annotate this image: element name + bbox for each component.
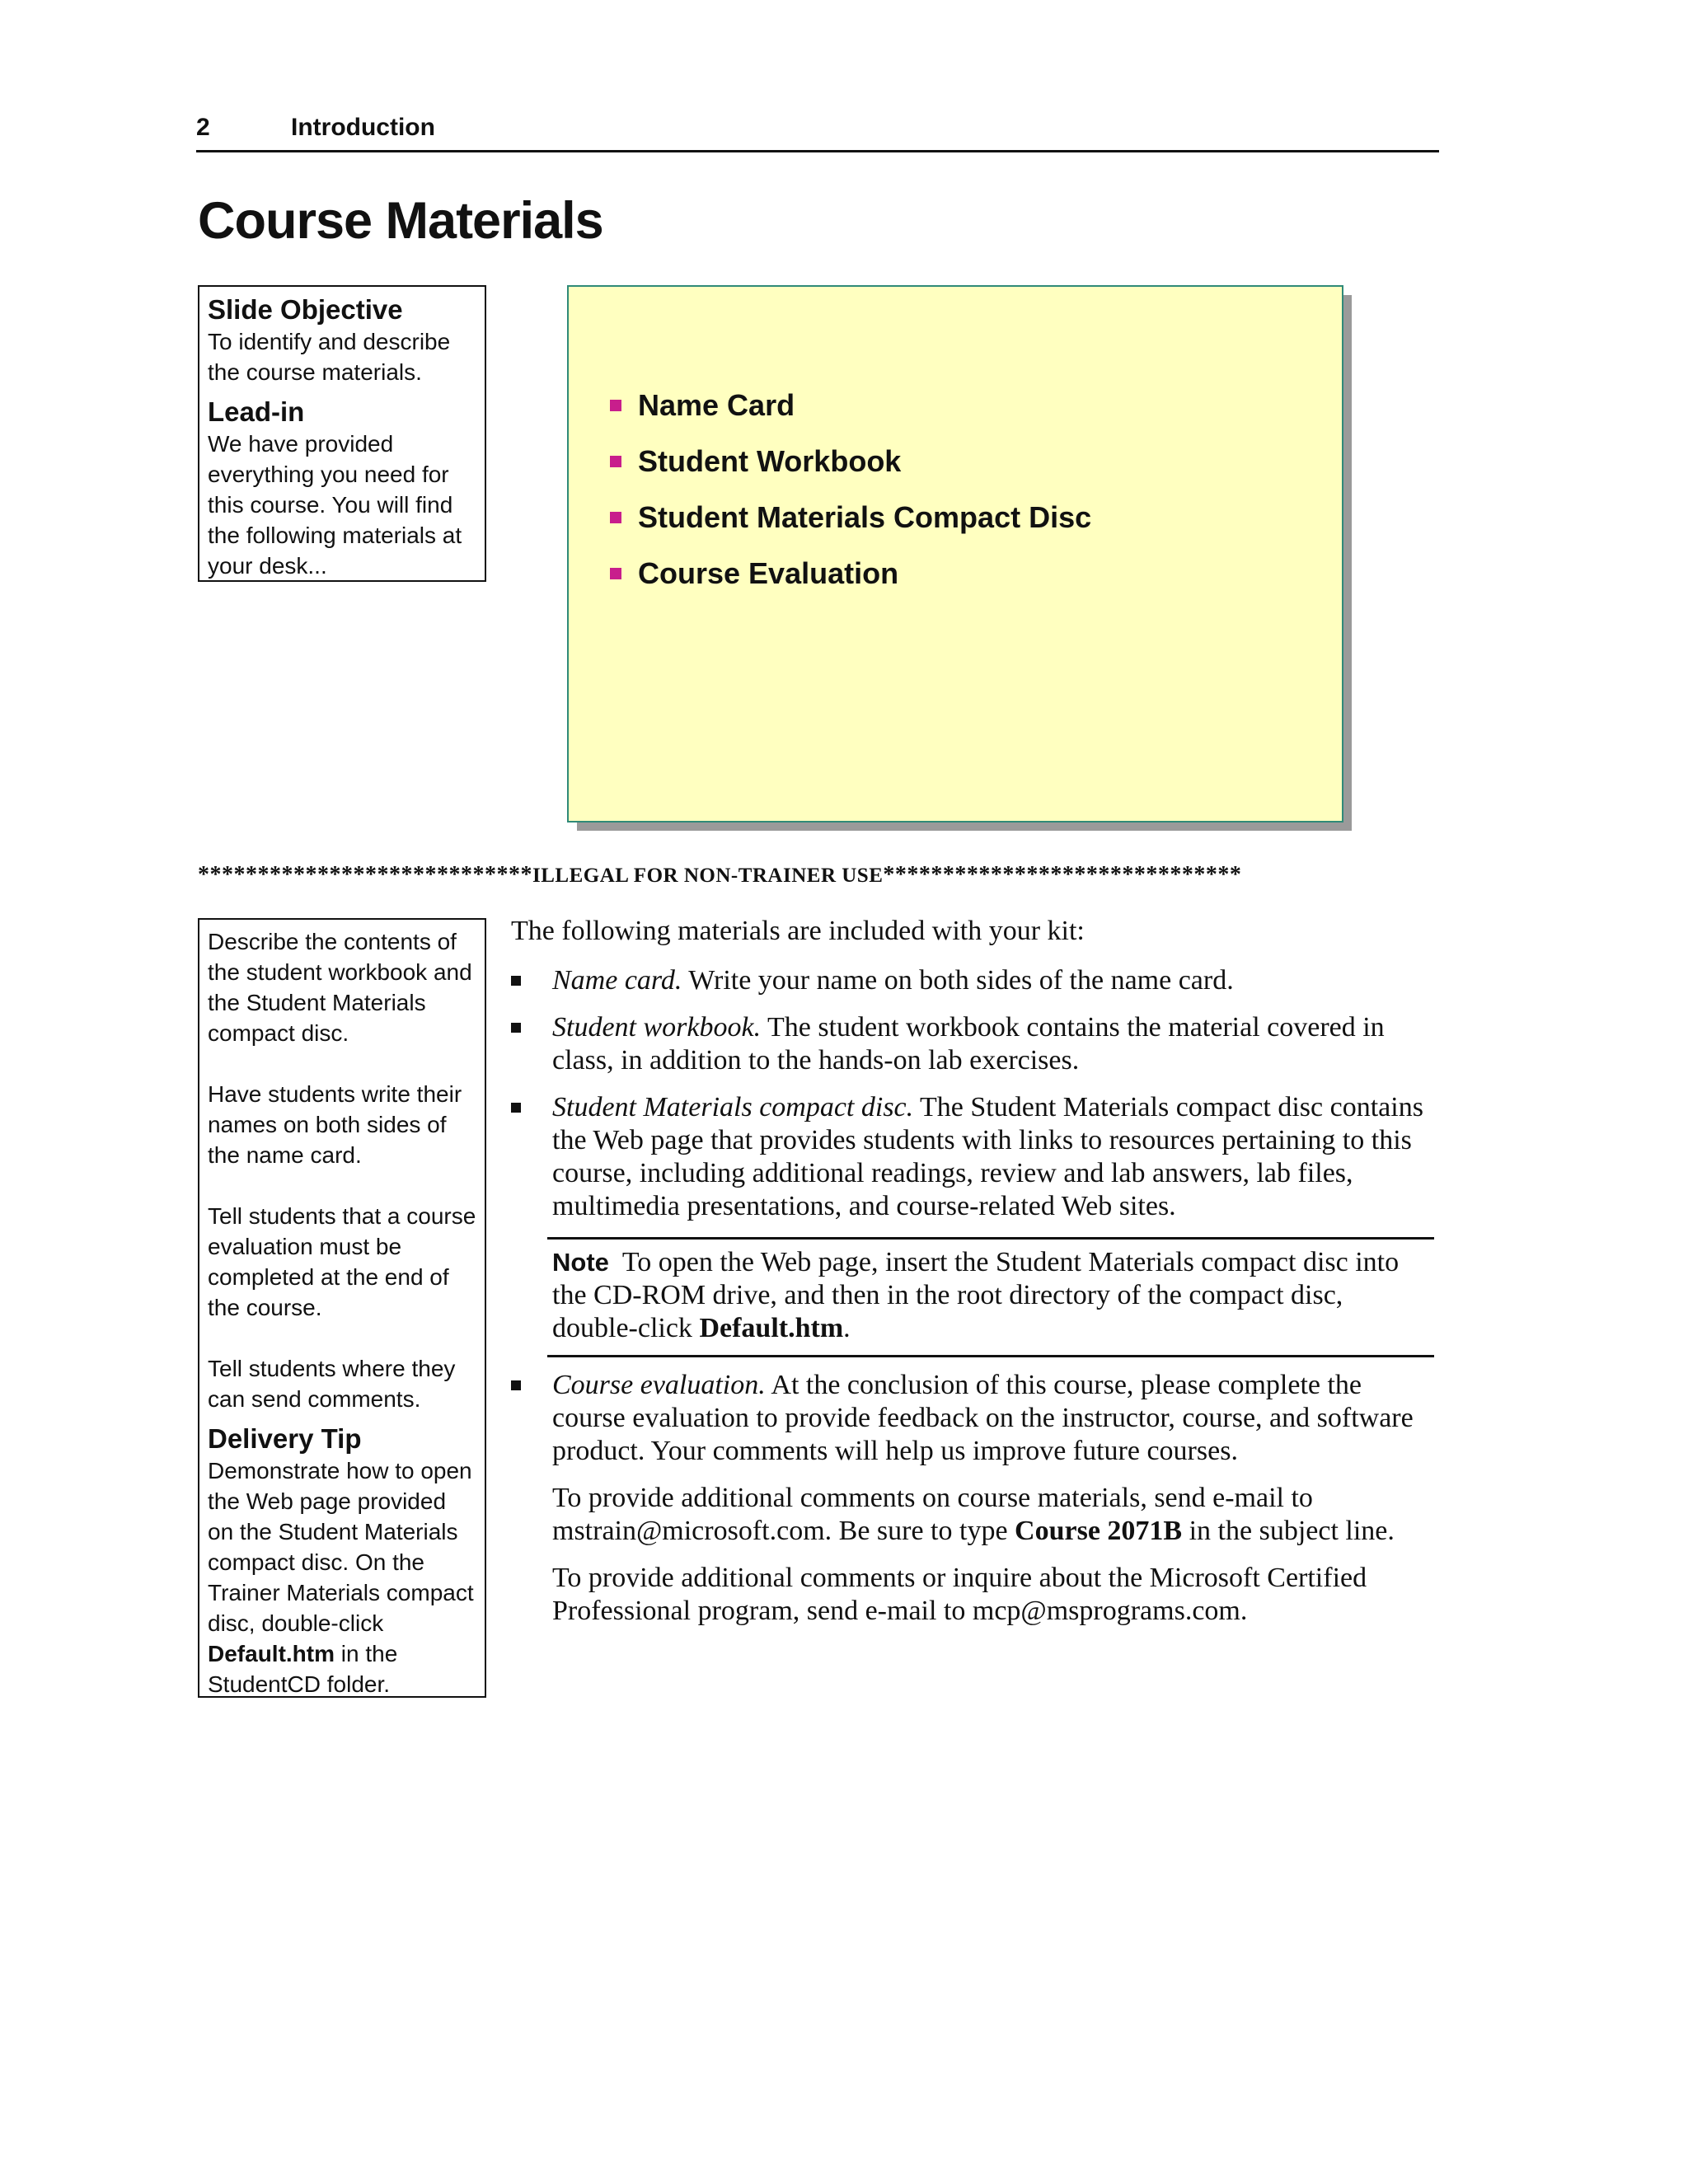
square-bullet-icon bbox=[511, 1380, 521, 1390]
square-bullet-icon bbox=[511, 976, 521, 986]
slide-item: Course Evaluation bbox=[610, 546, 1091, 602]
square-bullet-icon bbox=[610, 456, 621, 467]
square-bullet-icon bbox=[610, 512, 621, 523]
slide-panel bbox=[567, 285, 1343, 823]
list-item: Student workbook. The student workbook contains the material covered in class, in addition to the hands-on lab exercises. bbox=[511, 1011, 1434, 1077]
note-paragraph: Describe the contents of the student workbook and the Student Materials compact disc. bbox=[208, 929, 472, 1046]
trainer-use-banner: ****************************ILLEGAL FOR NON-TRAINER USE****************************** bbox=[198, 862, 1242, 888]
lead-in-heading: Lead-in bbox=[208, 396, 305, 427]
page-header bbox=[196, 114, 1439, 152]
note-label: Note bbox=[552, 1248, 609, 1277]
list-item: Student Materials compact disc. The Student Materials compact disc contains the Web page that provides students with links to resources pertaining to this course, including additional readings, review and lab answers, lab files, multimedia presentations, and course-related Web sites. bbox=[511, 1091, 1434, 1223]
note-paragraph: Tell students where they can send comments. bbox=[208, 1356, 456, 1412]
lead-in-text: We have provided everything you need for this course. You will find the following materials at your desk... bbox=[208, 431, 462, 579]
slide-objective-box bbox=[198, 285, 486, 582]
main-content bbox=[511, 915, 1434, 1642]
delivery-tip-text: Demonstrate how to open the Web page provided on the Student Materials compact disc. On the Trainer Materials compact disc, double-click Default.htm in the StudentCD folder. bbox=[208, 1458, 474, 1697]
mcp-paragraph: To provide additional comments or inquire about the Microsoft Certified Professional program, send e-mail to mcp@msprograms.com. bbox=[552, 1563, 1367, 1626]
slide-item: Student Workbook bbox=[610, 434, 1091, 490]
comments-paragraph: To provide additional comments on course materials, send e-mail to mstrain@microsoft.com. Be sure to type Course 2071B in the subject line. bbox=[552, 1483, 1395, 1546]
slide-item: Name Card bbox=[610, 377, 1091, 434]
delivery-tip-heading: Delivery Tip bbox=[208, 1423, 362, 1454]
slide-objective-text: To identify and describe the course materials. bbox=[208, 329, 451, 385]
list-item: Name card. Write your name on both sides of the name card. bbox=[511, 964, 1434, 997]
intro-text: The following materials are included with your kit: bbox=[511, 916, 1085, 946]
slide-objective-heading: Slide Objective bbox=[208, 294, 403, 325]
note-paragraph: Have students write their names on both sides of the name card. bbox=[208, 1081, 462, 1168]
note-paragraph: Tell students that a course evaluation must be completed at the end of the course. bbox=[208, 1203, 476, 1320]
list-item: Course evaluation. At the conclusion of this course, please complete the course evaluation to provide feedback on the instructor, course, and software product. Your comments will help us improve future courses. bbox=[511, 1369, 1434, 1468]
section-name: Introduction bbox=[291, 114, 435, 141]
square-bullet-icon bbox=[610, 400, 621, 411]
note-box: Note To open the Web page, insert the Student Materials compact disc into the CD-ROM drive, and then in the root directory of the compact disc, double-click Default.htm. bbox=[547, 1237, 1434, 1357]
page-number: 2 bbox=[196, 114, 210, 141]
slide-bullet-list bbox=[610, 377, 1091, 602]
square-bullet-icon bbox=[511, 1023, 521, 1033]
instructor-notes-box bbox=[198, 918, 486, 1698]
square-bullet-icon bbox=[511, 1103, 521, 1113]
page-title: Course Materials bbox=[198, 192, 603, 250]
slide-item: Student Materials Compact Disc bbox=[610, 490, 1091, 546]
square-bullet-icon bbox=[610, 568, 621, 579]
